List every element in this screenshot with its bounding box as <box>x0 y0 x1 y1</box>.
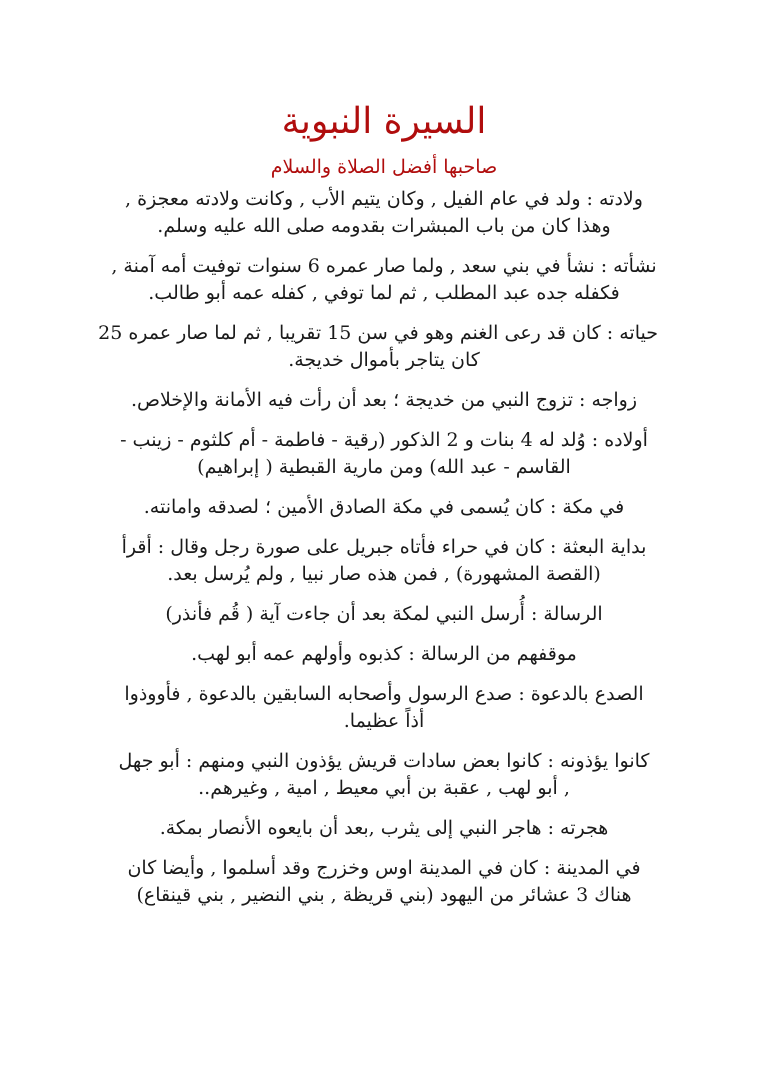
paragraph-line: كان يتاجر بأموال خديجة. <box>288 349 480 371</box>
paragraph <box>110 855 658 909</box>
paragraph <box>110 748 658 802</box>
paragraph <box>110 681 658 735</box>
document-body <box>98 186 658 909</box>
paragraph-line: حياته : كان قد رعى الغنم وهو في سن 15 تقريبا , ثم لما صار عمره 25 <box>98 322 658 344</box>
paragraph-line: وهذا كان من باب المبشرات بقدومه صلى الله عليه وسلم. <box>157 215 611 237</box>
paragraph <box>110 494 658 521</box>
paragraph-line: هجرته : هاجر النبي إلى يثرب ,بعد أن بايعوه الأنصار بمكة. <box>159 817 609 839</box>
paragraph-line: نشأته : نشأ في بني سعد , ولما صار عمره 6 سنوات توفيت أمه آمنة , <box>111 255 657 277</box>
paragraph <box>110 641 658 668</box>
page-subtitle: صاحبها أفضل الصلاة والسلام <box>270 156 498 178</box>
paragraph <box>110 815 658 842</box>
paragraph-line: كانوا يؤذونه : كانوا بعض سادات قريش يؤذون النبي ومنهم : أبو جهل <box>118 750 650 772</box>
paragraph-line: الصدع بالدعوة : صدع الرسول وأصحابه السابقين بالدعوة , فأووذوا <box>124 683 644 705</box>
paragraph-line: (القصة المشهورة) , فمن هذه صار نبيا , ولم يُرسل بعد. <box>167 563 601 585</box>
paragraph-line: أذاً عظيما. <box>343 710 425 732</box>
paragraph <box>110 427 658 481</box>
paragraph-line: في مكة : كان يُسمى في مكة الصادق الأمين ؛ لصدقه وامانته. <box>143 496 625 518</box>
paragraph <box>98 320 658 374</box>
paragraph <box>110 253 658 307</box>
paragraph-line: فكفله جده عبد المطلب , ثم لما توفي , كفله عمه أبو طالب. <box>148 282 620 304</box>
paragraph-line: أولاده : وُلد له 4 بنات و 2 الذكور (رقية - فاطمة - أم كلثوم - زينب - <box>120 429 648 451</box>
paragraph-line: القاسم - عبد الله) ومن مارية القبطية ( إبراهيم) <box>197 456 571 478</box>
paragraph <box>110 186 658 240</box>
paragraph-line: زواجه : تزوج النبي من خديجة ؛ بعد أن رأت فيه الأمانة والإخلاص. <box>130 389 638 411</box>
paragraph-line: , أبو لهب , عقبة بن أبي معيط , امية , وغيرهم.. <box>198 777 570 799</box>
paragraph-line: موقفهم من الرسالة : كذبوه وأولهم عمه أبو لهب. <box>191 643 577 665</box>
paragraph-line: ولادته : ولد في عام الفيل , وكان يتيم الأب , وكانت ولادته معجزة , <box>125 188 643 210</box>
page-title: السيرة النبوية <box>281 101 487 142</box>
paragraph <box>110 601 658 628</box>
paragraph-line: هناك 3 عشائر من اليهود (بني قريظة , بني النضير , بني قينقاع) <box>136 884 632 906</box>
paragraph-line: بداية البعثة : كان في حراء فأتاه جبريل على صورة رجل وقال : أقرأ <box>121 536 647 558</box>
paragraph-line: الرسالة : أُرسل النبي لمكة بعد أن جاءت آية ( قُم فأنذر) <box>165 603 603 625</box>
paragraph-line: في المدينة : كان في المدينة اوس وخزرج وقد أسلموا , وأيضا كان <box>127 857 641 879</box>
paragraph <box>110 534 658 588</box>
paragraph <box>110 387 658 414</box>
